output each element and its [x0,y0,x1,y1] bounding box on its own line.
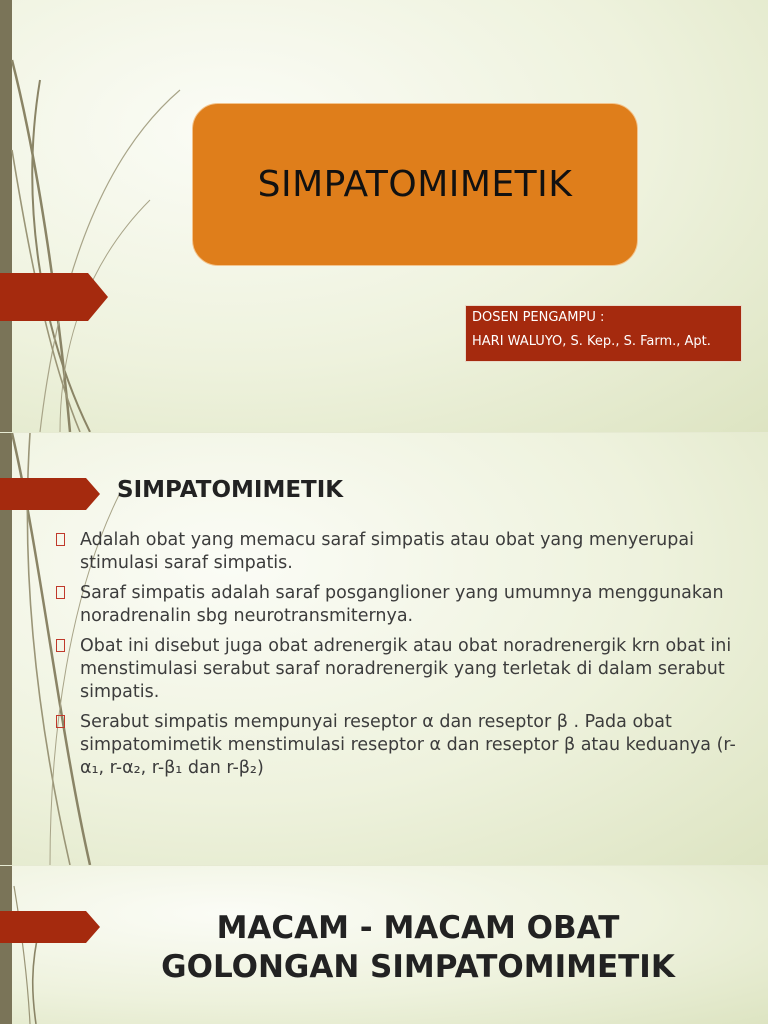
list-item [56,635,746,704]
bullet-text: Adalah obat yang memacu saraf simpatis atau obat yang menyerupai stimulasi saraf simpatis. [80,530,694,573]
arrow-tab [0,911,102,943]
arrow-tab [0,478,102,510]
list-item [56,711,746,780]
bullet-text: Serabut simpatis mempunyai reseptor α dan reseptor β . Pada obat simpatomimetik menstimulasi reseptor α dan reseptor β atau keduanya (r-α₁, r-α₂, r-β₁ dan r-β₂) [80,712,736,778]
bullet-icon [56,715,65,728]
lecturer-name: HARI WALUYO, S. Kep., S. Farm., Apt. [472,334,711,349]
list-item [56,529,746,575]
lecturer-label: DOSEN PENGAMPU : [472,310,605,325]
bullet-text: Saraf simpatis adalah saraf posganglioner yang umumnya menggunakan noradrenalin sbg neurotransmiternya. [80,583,724,626]
section-title-line2: GOLONGAN SIMPATOMIMETIK [161,949,675,985]
bullet-icon [56,639,65,652]
section-title [110,909,726,987]
lecturer-box [465,305,742,362]
section-title-line1: MACAM - MACAM OBAT [216,910,620,946]
arrow-tab [0,273,110,321]
slide-section-title [0,866,768,1024]
title-box [192,103,638,266]
bullet-list [56,529,746,787]
decorative-swirl [0,0,220,432]
slide-title [0,0,768,432]
bullet-icon [56,533,65,546]
bullet-text: Obat ini disebut juga obat adrenergik atau obat noradrenergik krn obat ini menstimulasi serabut saraf noradrenergik yang terletak di dalam serabut simpatis. [80,636,732,702]
section-heading: SIMPATOMIMETIK [117,477,344,503]
slide-content [0,433,768,865]
bullet-icon [56,586,65,599]
list-item [56,582,746,628]
slide-title-text: SIMPATOMIMETIK [257,164,573,205]
